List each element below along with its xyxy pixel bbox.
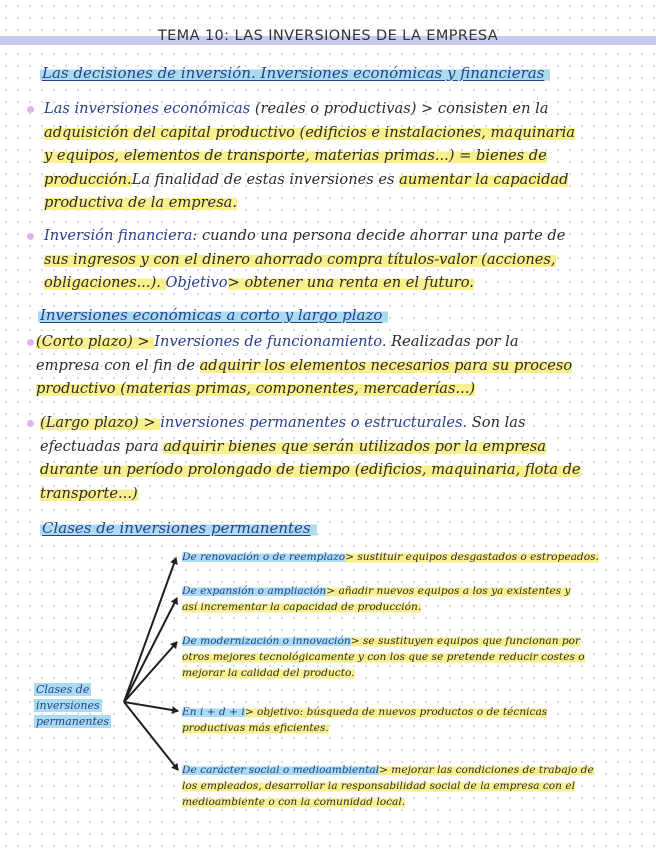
text-highlight: adquisición del capital productivo (edificios e instalaciones, maquinaria [44, 123, 575, 141]
text-highlight: productiva de la empresa. [44, 194, 238, 211]
arrow-idi [124, 702, 178, 711]
root-line: permanentes [36, 715, 110, 728]
term-inversiones-funcionamiento: Inversiones de funcionamiento. [154, 333, 387, 350]
branch-text: > mejorar las condiciones de trabajo de [379, 764, 594, 776]
branch-text: mejorar la calidad del producto. [182, 667, 355, 679]
text: La finalidad de estas inversiones es [131, 170, 400, 188]
branch-text: los empleados, desarrollar la responsabilidad social de la empresa con el [182, 780, 575, 792]
arrow-social [124, 702, 178, 770]
branch-text: > sustituir equipos desgastados o estropeados. [345, 551, 599, 563]
page-title: TEMA 10: LAS INVERSIONES DE LA EMPRESA [157, 28, 499, 44]
branch-text: productivas más eficientes. [182, 722, 329, 734]
text-highlight: adquirir los elementos necesarios para su proceso [199, 356, 573, 374]
text: efectuadas para [40, 437, 164, 455]
term-inversiones-economicas: Las inversiones económicas [44, 100, 251, 117]
text-highlight: (Corto plazo) > [36, 333, 155, 350]
branch-idi [182, 704, 652, 736]
text-highlight: productivo (materias primas, componentes, mercaderías...) [36, 380, 476, 397]
heading-clases-text: Clases de inversiones permanentes [40, 519, 317, 537]
branch-text: > añadir nuevos equipos a los ya existentes y [326, 585, 571, 597]
root-line: inversiones [36, 699, 100, 712]
text-highlight: aumentar la capacidad [399, 170, 569, 188]
branch-text: así incrementar la capacidad de producción. [182, 601, 422, 613]
branch-modernizacion [182, 633, 652, 681]
diagram-root-label [34, 682, 111, 730]
branch-text: otros mejores tecnológicamente y con los que se pretende reducir costes o [182, 651, 585, 663]
branch-text: medioambiente o con la comunidad local. [182, 796, 406, 808]
branch-label: De renovación o de reemplazo [182, 551, 346, 563]
text: empresa con el fin de [36, 356, 200, 374]
text-highlight: obligaciones...). [44, 274, 166, 291]
term-objetivo: Objetivo [165, 274, 228, 291]
term-inversion-financiera: Inversión financiera: [44, 227, 198, 244]
branch-text: > objetivo: búsqueda de nuevos productos o de técnicas [244, 706, 548, 718]
text-highlight: transporte...) [40, 484, 138, 502]
text-highlight: y equipos, elementos de transporte, materias primas...) = bienes de [44, 147, 547, 164]
branch-label: En i + d + i [182, 706, 245, 718]
root-line: Clases de [36, 683, 90, 696]
arrow-renovacion [124, 558, 176, 702]
text: cuando una persona decide ahorrar una parte de [197, 227, 566, 244]
text: Son las [467, 414, 526, 431]
branch-label: De modernización o innovación [182, 635, 351, 647]
heading-decisiones-text: Las decisiones de inversión. Inversiones económicas y financieras [40, 64, 550, 82]
text-highlight: > obtener una renta en el futuro. [227, 274, 474, 291]
heading-corto-largo-text: Inversiones económicas a corto y largo plazo [38, 306, 388, 324]
term-inversiones-permanentes: inversiones permanentes o estructurales. [160, 414, 468, 431]
branch-expansion [182, 583, 652, 615]
text-highlight: (Largo plazo) > [40, 414, 161, 431]
text-highlight: producción. [44, 170, 132, 188]
branch-label: De expansión o ampliación [182, 585, 327, 597]
text: (reales o productivas) > consisten en la [250, 100, 549, 117]
text-highlight: durante un período prolongado de tiempo (edificios, maquinaria, flota de [40, 461, 581, 478]
branch-label: De carácter social o medioambiental [182, 764, 380, 776]
text-highlight: adquirir bienes que serán utilizados por la empresa [163, 437, 547, 455]
branch-renovacion [182, 549, 652, 565]
text-highlight: sus ingresos y con el dinero ahorrado compra títulos-valor (acciones, [44, 250, 556, 268]
branch-social [182, 762, 652, 810]
branch-text: > se sustituyen equipos que funcionan por [350, 635, 581, 647]
text: Realizadas por la [386, 333, 519, 350]
